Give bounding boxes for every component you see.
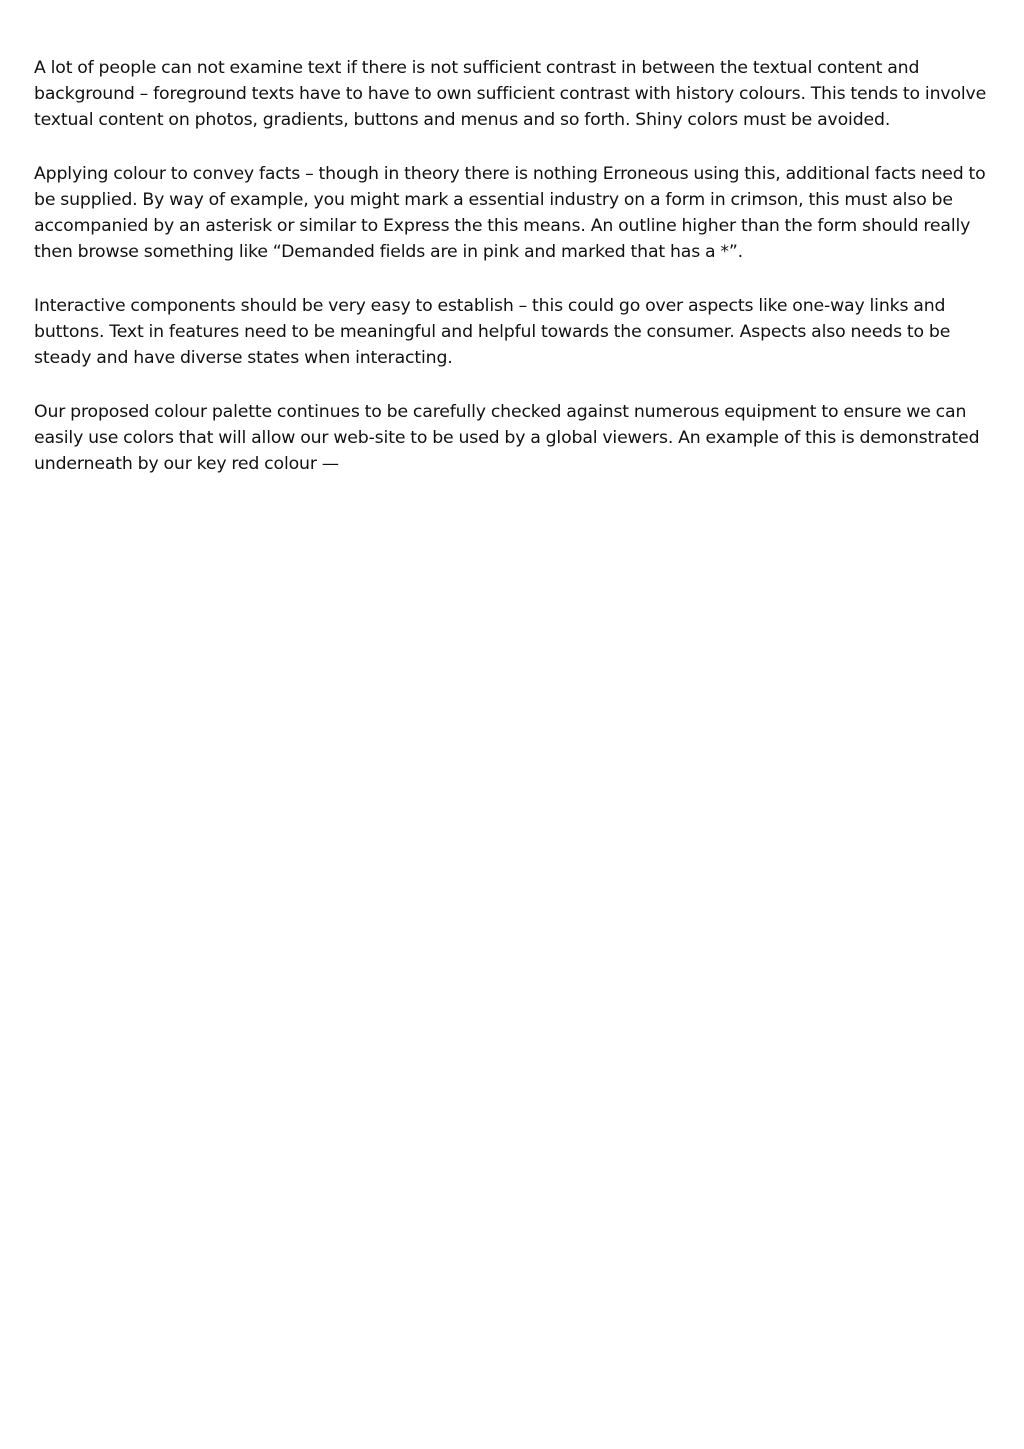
- document-body: [34, 55, 989, 505]
- paragraph-interactive-components: Interactive components should be very easy to establish – this could go over aspects like one-way links and buttons. Text in features need to be meaningful and helpful towards the consumer. Aspects also needs to be steady and have diverse states when interacting.: [34, 296, 951, 368]
- paragraph-contrast: A lot of people can not examine text if there is not sufficient contrast in between the textual content and background – foreground texts have to have to own sufficient contrast with history colours. This tends to involve textual content on photos, gradients, buttons and menus and so forth. Shiny colors must be avoided.: [34, 58, 987, 130]
- paragraph-colour-facts: Applying colour to convey facts – though in theory there is nothing Erroneous using this, additional facts need to be supplied. By way of example, you might mark a essential industry on a form in crimson, this must also be accompanied by an asterisk or similar to Express the this means. An outline higher than the form should really then browse something like “Demanded fields are in pink and marked that has a *”.: [34, 164, 986, 262]
- paragraph-colour-palette: Our proposed colour palette continues to be carefully checked against numerous equipment to ensure we can easily use colors that will allow our web-site to be used by a global viewers. An example of this is demonstrated underneath by our key red colour —: [34, 402, 980, 474]
